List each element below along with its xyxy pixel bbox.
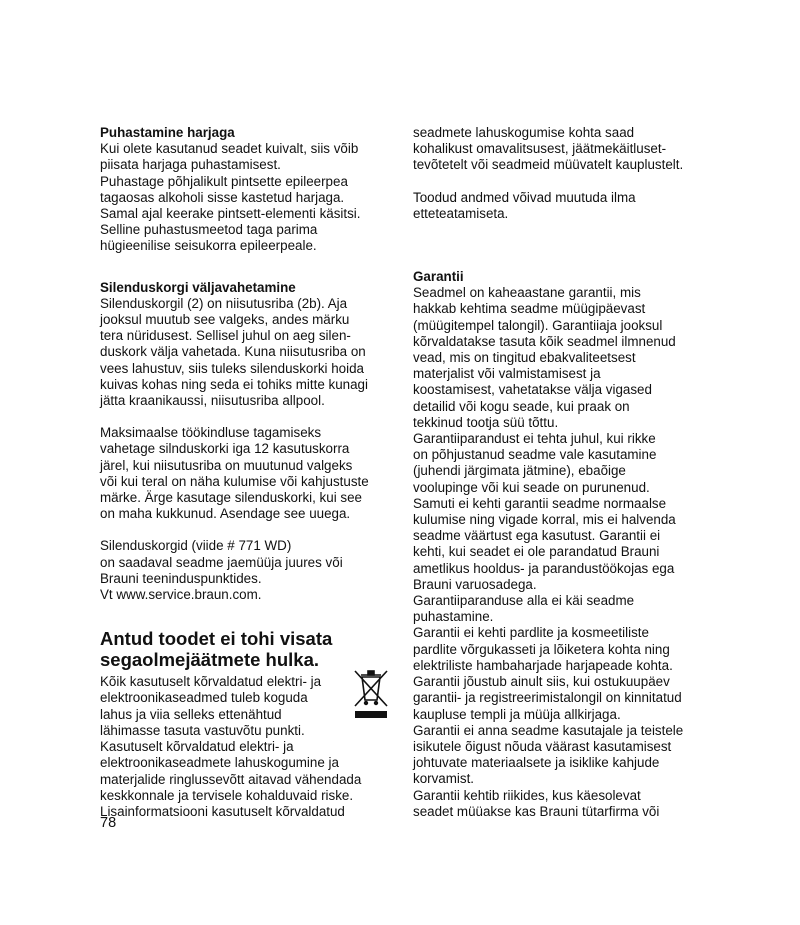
- text-line: hakkab kehtima seadme müügipäevast: [413, 301, 646, 317]
- text-line: on maha kukkunud. Asendage see uuega.: [100, 506, 351, 522]
- section-heading: Puhastamine harjaga: [100, 125, 235, 140]
- title-line: segaolmejäätmete hulka.: [100, 649, 320, 671]
- text-line: Kui olete kasutanud seadet kuivalt, siis võib: [100, 141, 359, 157]
- disposal-title: [100, 628, 392, 670]
- section-notice: [413, 190, 705, 222]
- text-line: vees lahustuv, siis tuleks silenduskorki hoida: [100, 360, 364, 376]
- text-line: ametlikus hooldus- ja parandustöökojas ega: [413, 560, 675, 576]
- section-disposal-continued: [413, 125, 705, 174]
- text-line: isikutele õigust nõuda väärast kasutamisest: [413, 738, 672, 754]
- left-column: [100, 125, 392, 820]
- text-line: Toodud andmed võivad muutuda ilma: [413, 189, 636, 205]
- text-line: lähimasse tasuta vastuvõtu punkti.: [100, 722, 305, 738]
- section-cap-replacement: [100, 280, 392, 410]
- text-line: garantii- ja registreerimistalongil on kinnitatud: [413, 690, 682, 706]
- text-line: Garantii kehtib riikides, kus käesolevat: [413, 787, 641, 803]
- text-line: järel, kui niisutusriba on muutunud valgeks: [100, 457, 353, 473]
- text-line: (müügitempel talongil). Garantiiaja jooksul: [413, 317, 663, 333]
- text-line: puhastamine.: [413, 609, 494, 625]
- text-line: kuivas kohas ning seda ei tohiks mitte kunagi: [100, 376, 368, 392]
- text-line: on saadaval seadme jaemüüja juures või: [100, 554, 343, 570]
- text-line: Brauni teeninduspunktides.: [100, 570, 262, 586]
- text-line: tagaosas alkoholi sisse kastetud harjaga.: [100, 189, 345, 205]
- text-line: piisata harjaga puhastamisest.: [100, 157, 281, 173]
- service-url: Vt www.service.braun.com.: [100, 587, 262, 603]
- crossed-out-wheeled-bin-icon: [353, 668, 389, 720]
- text-line: Kasutuselt kõrvaldatud elektri- ja: [100, 739, 294, 755]
- text-line: Samuti ei kehti garantii seadme normaalse: [413, 495, 667, 511]
- page-number: 78: [100, 815, 117, 831]
- text-line: Silenduskorgil (2) on niisutusriba (2b). Aja: [100, 295, 348, 311]
- text-line: (juhendi järgimata jätmine), ebaõige: [413, 463, 626, 479]
- text-line: hügieenilise seisukorra epileerpeale.: [100, 238, 317, 254]
- text-line: märke. Ärge kasutage silenduskorki, kui see: [100, 490, 362, 506]
- text-line: kaupluse templi ja müüja allkirjaga.: [413, 706, 621, 722]
- text-line: Samal ajal keerake pintsett-elementi käsitsi.: [100, 206, 361, 222]
- text-line: Selline puhastusmeetod taga parima: [100, 222, 318, 238]
- text-line: kohalikust omavalitsusest, jäätmekäitluset-: [413, 141, 667, 157]
- text-line: Lisainformatsiooni kasutuselt kõrvaldatud: [100, 803, 345, 819]
- text-line: elektriliste hambaharjade harjapeade kohta.: [413, 657, 673, 673]
- text-line: korvamist.: [413, 771, 475, 787]
- text-line: on põhjustanud seadme vale kasutamine: [413, 447, 657, 463]
- text-line: tekkinud tootja süü tõttu.: [413, 414, 559, 430]
- section-max-performance: [100, 425, 392, 522]
- text-line: materjalist või valmistamisest ja: [413, 366, 601, 382]
- section-disposal: [100, 674, 392, 820]
- text-line: elektroonikaseadmete lahuskogumine ja: [100, 755, 339, 771]
- section-heading: Silenduskorgi väljavahetamine: [100, 279, 296, 295]
- text-line: seadmete lahuskogumise kohta saad: [413, 125, 635, 140]
- right-column: [413, 125, 705, 820]
- text-line: seadet müüakse kas Brauni tütarfirma või: [413, 803, 660, 819]
- text-line: Kõik kasutuselt kõrvaldatud elektri- ja: [100, 674, 322, 690]
- text-line: voolupinge või kui seade on purunenud.: [413, 479, 650, 495]
- text-line: Seadmel on kaheaastane garantii, mis: [413, 285, 641, 301]
- text-line: tevõtetelt või seadmeid müüvatelt kauplustelt.: [413, 157, 684, 173]
- text-line: või kui teral on näha kulumise või kahjustuste: [100, 473, 369, 489]
- section-heading: Garantii: [413, 269, 464, 285]
- text-line: jooksul muutub see valgeks, andes märku: [100, 312, 350, 328]
- text-line: Garantii jõustub ainult siis, kui ostukuupäev: [413, 674, 670, 690]
- section-warranty: [413, 269, 705, 820]
- section-replacement-refs: [100, 538, 392, 603]
- text-line: lahus ja viia selleks ettenähtud: [100, 706, 282, 722]
- text-line: pardlite võrgukasseti ja lõiketera kohta ning: [413, 641, 670, 657]
- text-line: materjalide ringlussevõtt aitavad vähendada: [100, 771, 362, 787]
- text-line: seadme väärtust ega kasutust. Garantii ei: [413, 528, 661, 544]
- text-line: detailid või kogu seade, kui praak on: [413, 398, 630, 414]
- text-line: kulumise ning vigade korral, mis ei halvenda: [413, 512, 676, 528]
- text-line: duskork välja vahetada. Kuna niisutusriba on: [100, 344, 366, 360]
- text-line: tera nüridusest. Sellisel juhul on aeg silen-: [100, 328, 351, 344]
- text-line: vead, mis on tingitud ebakvaliteetsest: [413, 350, 636, 366]
- text-line: Garantiiparandust ei tehta juhul, kui rikke: [413, 431, 656, 447]
- text-line: kehti, kui seadet ei ole parandatud Brauni: [413, 544, 660, 560]
- text-line: Garantiiparanduse alla ei käi seadme: [413, 593, 635, 609]
- text-line: Brauni varuosadega.: [413, 576, 537, 592]
- text-line: Puhastage põhjalikult pintsette epileerpea: [100, 173, 348, 189]
- text-line: johtuvate materiaalsete ja isiklike kahjude: [413, 755, 660, 771]
- text-line: koostamisest, vahetatakse välja vigased: [413, 382, 652, 398]
- text-line: vahetage silnduskorki iga 12 kasutuskorra: [100, 441, 350, 457]
- text-line: keskkonnale ja tervisele kohalduvaid riske.: [100, 787, 354, 803]
- text-line: Garantii ei kehti pardlite ja kosmeetiliste: [413, 625, 649, 641]
- section-cleaning-brush: [100, 125, 392, 255]
- text-line: kõrvaldatakse tasuta kõik seadmel ilmnenud: [413, 333, 676, 349]
- text-line: Garantii ei anna seadme kasutajale ja teistele: [413, 722, 684, 738]
- title-line: Antud toodet ei tohi visata: [100, 628, 333, 650]
- text-line: Maksimaalse töökindluse tagamiseks: [100, 425, 322, 441]
- text-line: elektroonikaseadmed tuleb koguda: [100, 690, 308, 706]
- text-line: Silenduskorgid (viide # 771 WD): [100, 538, 292, 554]
- text-line: jätta kraanikaussi, niisutusriba allpool.: [100, 393, 325, 409]
- text-line: etteteatamiseta.: [413, 205, 509, 221]
